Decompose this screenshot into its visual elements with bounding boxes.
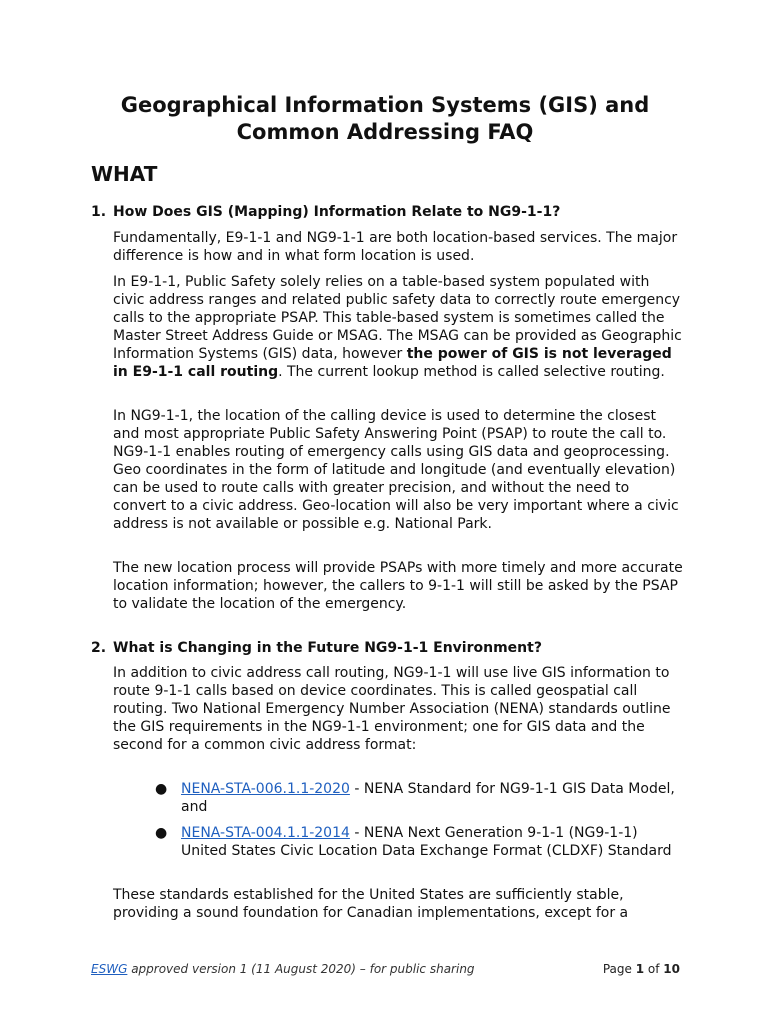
title-line-1: Geographical Information Systems (GIS) and bbox=[120, 93, 650, 117]
q2-paragraph-1: In addition to civic address call routing, NG9-1-1 will use live GIS information to route 9-1-1 calls based on device coordinates. This is called geospatial call routing. Two National Emergency Number Association (NENA) standards outline the GIS requirements in the NG9-1-1 environment; one for GIS data and the second for a common civic address format: bbox=[113, 665, 671, 753]
q1-paragraph-2-end: . The current lookup method is called selective routing. bbox=[278, 364, 665, 380]
list-item bbox=[155, 824, 685, 860]
footer-note bbox=[91, 962, 475, 976]
q1-paragraph-2-start: In E9-1-1, Public Safety solely relies on a table-based system populated with civic address ranges and related public safety data to correctly route emergency calls to the appropriate PSAP. This table-based system is sometimes called the Master Street Address Guide or MSAG. The MSAG can be provided as Geographic Information Systems (GIS) data, however bbox=[113, 274, 682, 362]
list-item bbox=[155, 780, 685, 816]
question-2-text: What is Changing in the Future NG9-1-1 Environment? bbox=[113, 640, 542, 656]
section-heading: WHAT bbox=[91, 162, 158, 186]
question-2-number: 2. bbox=[91, 640, 107, 656]
title-line-2: Common Addressing FAQ bbox=[236, 120, 534, 144]
list-item-text: - NENA Next Generation 9-1-1 (NG9-1-1) United States Civic Location Data Exchange Format (CLDXF) Standard bbox=[181, 825, 672, 859]
q2-paragraph-2: These standards established for the United States are sufficiently stable, providing a sound foundation for Canadian implementations, except for a bbox=[113, 887, 629, 921]
q1-paragraph-4: The new location process will provide PSAPs with more timely and more accurate location information; however, the callers to 9-1-1 will still be asked by the PSAP to validate the location of the emergency. bbox=[113, 560, 683, 612]
question-1-text: How Does GIS (Mapping) Information Relate to NG9-1-1? bbox=[113, 204, 561, 220]
document-title bbox=[70, 92, 700, 146]
q1-paragraph-3: In NG9-1-1, the location of the calling device is used to determine the closest and most appropriate Public Safety Answering Point (PSAP) to route the call to. NG9-1-1 enables routing of emergency calls using GIS data and geoprocessing. Geo coordinates in the form of latitude and longitude (and eventually elevation) can be used to route calls with greater precision, and without the need to convert to a civic address. Geo-location will also be very important where a civic address is not available or possible e.g. National Park. bbox=[113, 408, 679, 532]
nena-sta-006-link[interactable]: NENA-STA-006.1.1-2020 bbox=[181, 781, 350, 797]
nena-sta-004-link[interactable]: NENA-STA-004.1.1-2014 bbox=[181, 825, 350, 841]
page-number bbox=[603, 962, 680, 976]
question-1 bbox=[91, 203, 691, 221]
bullet-icon: ● bbox=[155, 781, 168, 797]
standards-list bbox=[155, 780, 685, 868]
footer-text: approved version 1 (11 August 2020) – for public sharing bbox=[127, 962, 475, 976]
list-item-text: - NENA Standard for NG9-1-1 GIS Data Model, and bbox=[181, 781, 675, 815]
question-1-number: 1. bbox=[91, 204, 107, 220]
q1-paragraph-1: Fundamentally, E9-1-1 and NG9-1-1 are both location-based services. The major difference is how and in what form location is used. bbox=[113, 230, 678, 264]
page-of: of bbox=[644, 962, 664, 976]
eswg-link[interactable]: ESWG bbox=[91, 962, 128, 976]
q1-paragraph-2 bbox=[113, 273, 683, 381]
page-total: 10 bbox=[663, 962, 680, 976]
bullet-icon: ● bbox=[155, 825, 168, 841]
page-current: 1 bbox=[635, 962, 645, 976]
question-2 bbox=[91, 639, 691, 657]
page-label: Page bbox=[602, 962, 636, 976]
q1-paragraph-2-bold: the power of GIS is not leveraged in E9-1-1 call routing bbox=[113, 346, 672, 380]
